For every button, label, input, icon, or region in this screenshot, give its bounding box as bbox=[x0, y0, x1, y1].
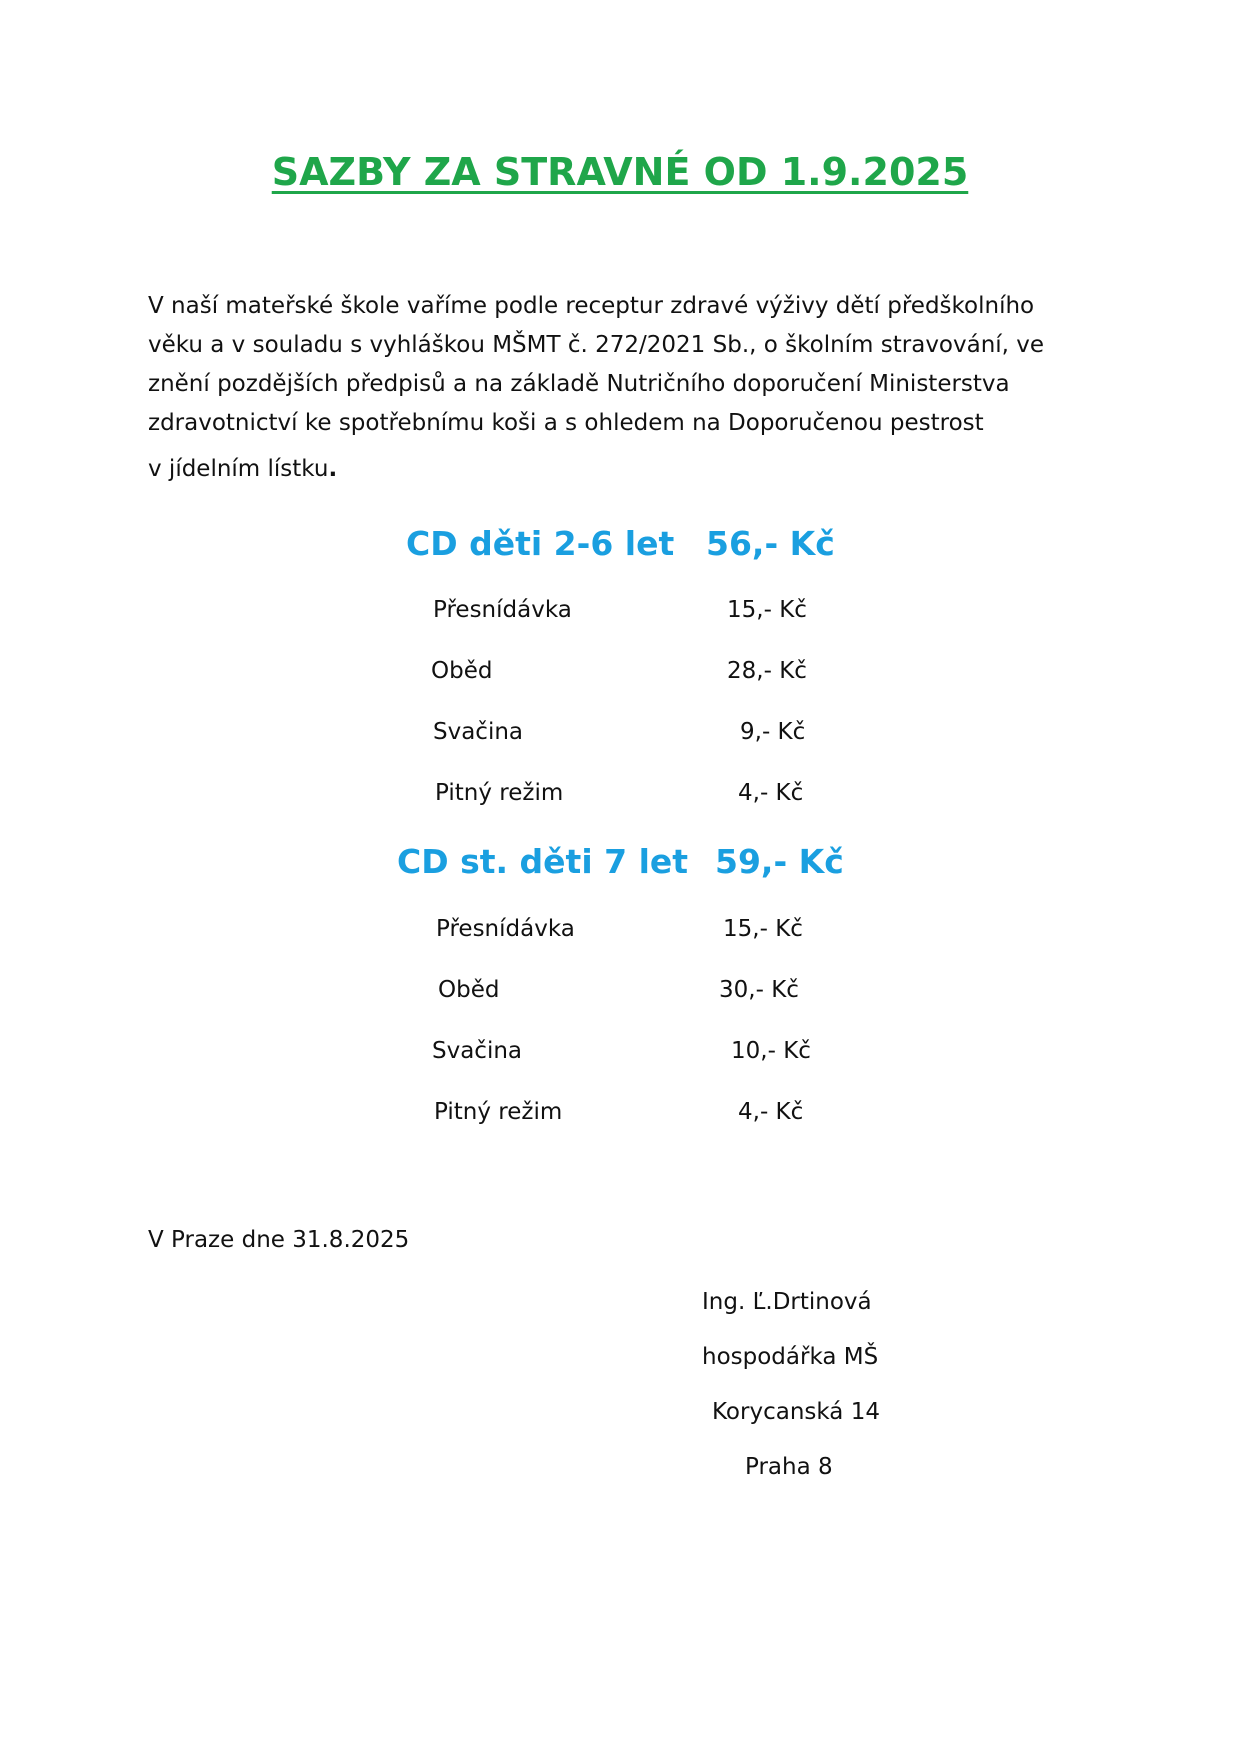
intro-paragraph bbox=[148, 287, 1078, 489]
intro-line: věku a v souladu s vyhláškou MŠMT č. 272/2021 Sb., o školním stravování, ve bbox=[148, 332, 1045, 358]
item-name: Přesnídávka bbox=[433, 597, 572, 623]
section-heading-children-7 bbox=[397, 842, 844, 881]
item-price: 4,- Kč bbox=[738, 1099, 804, 1125]
intro-line: znění pozdějších předpisů a na základě Nutričního doporučení Ministerstva bbox=[148, 371, 1010, 397]
item-price: 4,- Kč bbox=[738, 780, 804, 806]
item-price: 10,- Kč bbox=[731, 1038, 811, 1064]
item-name: Svačina bbox=[433, 719, 524, 745]
signature-name: Ing. Ľ.Drtinová bbox=[702, 1289, 872, 1315]
signature-city: Praha 8 bbox=[745, 1454, 833, 1480]
intro-line: V naší mateřské škole vaříme podle receptur zdravé výživy dětí předškolního bbox=[148, 293, 1035, 319]
item-name: Pitný režim bbox=[435, 780, 564, 806]
item-name: Pitný režim bbox=[434, 1099, 563, 1125]
section-heading-label: CD st. děti 7 let bbox=[397, 842, 689, 881]
item-price: 15,- Kč bbox=[723, 916, 803, 942]
item-price: 15,- Kč bbox=[727, 597, 807, 623]
intro-line: zdravotnictví ke spotřebnímu koši a s ohledem na Doporučenou pestrost bbox=[148, 410, 984, 436]
item-price: 9,- Kč bbox=[740, 719, 806, 745]
signature-street: Korycanská 14 bbox=[712, 1399, 880, 1425]
item-price: 30,- Kč bbox=[719, 977, 799, 1003]
item-name: Svačina bbox=[432, 1038, 523, 1064]
signature-role: hospodářka MŠ bbox=[702, 1344, 879, 1370]
section-heading-children-2-6 bbox=[406, 524, 835, 563]
section-total-price: 59,- Kč bbox=[715, 842, 844, 881]
section-total-price: 56,- Kč bbox=[706, 524, 835, 563]
item-price: 28,- Kč bbox=[727, 658, 807, 684]
item-name: Oběd bbox=[438, 977, 500, 1003]
intro-line-last: v jídelním lístku. bbox=[148, 456, 338, 482]
section-heading-label: CD děti 2-6 let bbox=[406, 524, 675, 563]
page-title: SAZBY ZA STRAVNÉ OD 1.9.2025 bbox=[271, 150, 969, 194]
place-date: V Praze dne 31.8.2025 bbox=[148, 1227, 410, 1253]
item-name: Přesnídávka bbox=[436, 916, 575, 942]
item-name: Oběd bbox=[431, 658, 493, 684]
